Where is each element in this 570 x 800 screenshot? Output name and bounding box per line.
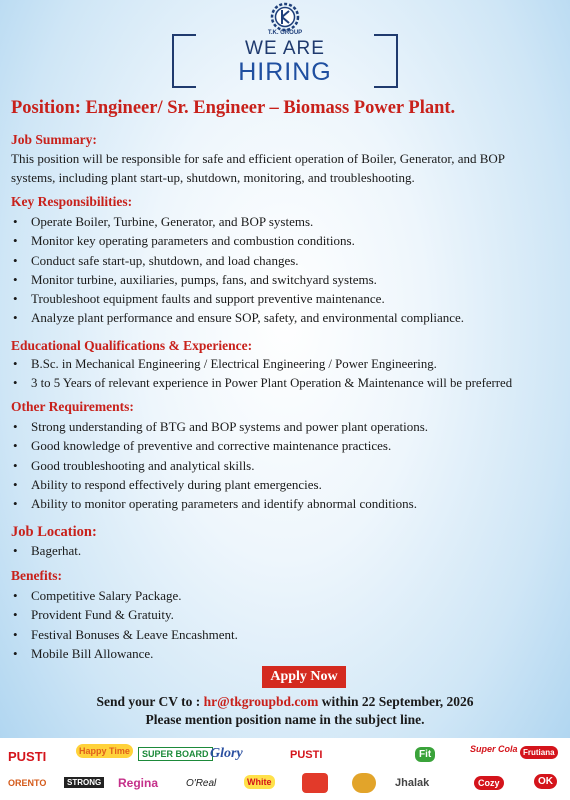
benefits-list <box>13 586 238 663</box>
responsibilities-heading: Key Responsibilities: <box>11 194 133 209</box>
hiring-text: HIRING <box>238 58 332 86</box>
brand-logo: STRONG <box>64 777 104 788</box>
education-heading: Educational Qualifications & Experience: <box>11 338 253 353</box>
send-suffix: within 22 September, 2026 <box>318 694 474 709</box>
list-item: • Provident Fund & Gratuity. <box>13 605 238 624</box>
education-list <box>13 355 512 394</box>
brand-logo: ORENTO <box>8 778 47 788</box>
position-title: Position: Engineer/ Sr. Engineer – Biomass Power Plant. <box>11 98 456 118</box>
brand-logo-graphic <box>302 773 328 793</box>
job-location-heading: Job Location: <box>11 524 97 540</box>
list-item: • Monitor turbine, auxiliaries, pumps, fans, and switchyard systems. <box>13 270 464 289</box>
list-item: • B.Sc. in Mechanical Engineering / Electrical Engineering / Power Engineering. <box>13 355 512 374</box>
list-item: • Ability to monitor operating parameters and identify abnormal conditions. <box>13 494 428 513</box>
benefits-heading: Benefits: <box>11 568 62 583</box>
job-summary-line-1: This position will be responsible for safe and efficient operation of Boiler, Generator, and BOP <box>11 151 506 166</box>
brand-logo: Cozy <box>474 776 504 790</box>
other-requirements-list <box>13 417 428 513</box>
send-cv-line <box>0 694 570 710</box>
list-item: • Mobile Bill Allowance. <box>13 644 238 663</box>
brand-logo: Happy Time <box>76 744 133 758</box>
job-summary-line-2: systems, including plant start-up, shutdown, monitoring, and troubleshooting. <box>11 170 415 185</box>
brand-logo: O'Real <box>186 778 217 789</box>
brand-logo: Jhalak <box>395 777 430 789</box>
we-are-text: WE ARE <box>245 38 325 59</box>
list-item: • Festival Bonuses & Leave Encashment. <box>13 625 238 644</box>
mention-note: Please mention position name in the subject line. <box>145 712 425 727</box>
list-item: • 3 to 5 Years of relevant experience in Power Plant Operation & Maintenance will be preferred <box>13 374 512 393</box>
hiring-banner <box>172 34 398 86</box>
send-prefix: Send your CV to : <box>96 694 204 709</box>
brand-logo: White <box>244 775 275 789</box>
responsibilities-list <box>13 212 464 328</box>
list-item: • Bagerhat. <box>13 541 81 560</box>
brand-logo: PUSTI <box>290 749 323 761</box>
list-item: • Ability to respond effectively during plant emergencies. <box>13 475 428 494</box>
list-item: • Conduct safe start-up, shutdown, and load changes. <box>13 251 464 270</box>
list-item: • Operate Boiler, Turbine, Generator, and BOP systems. <box>13 212 464 231</box>
brand-logo: PUSTI <box>8 749 47 764</box>
brand-logo: Frutiana <box>520 746 558 759</box>
list-item: • Monitor key operating parameters and combustion conditions. <box>13 231 464 250</box>
other-requirements-heading: Other Requirements: <box>11 399 134 414</box>
brand-logo-graphic <box>352 773 376 793</box>
list-item: • Troubleshoot equipment faults and support preventive maintenance. <box>13 289 464 308</box>
logo-text: T.K. GROUP <box>267 30 303 36</box>
brand-logo: Fit <box>415 747 435 762</box>
list-item: • Strong understanding of BTG and BOP systems and power plant operations. <box>13 417 428 436</box>
list-item: • Good troubleshooting and analytical skills. <box>13 456 428 475</box>
job-location-list <box>13 541 81 560</box>
list-item: • Competitive Salary Package. <box>13 586 238 605</box>
company-logo <box>262 2 308 36</box>
job-summary-heading: Job Summary: <box>11 132 97 147</box>
brand-logo: Super Cola <box>470 744 518 754</box>
apply-now-button[interactable]: Apply Now <box>262 666 346 688</box>
brand-strip <box>0 738 570 800</box>
list-item: • Analyze plant performance and ensure SOP, safety, and environmental compliance. <box>13 308 464 327</box>
brand-logo: Glory <box>210 746 243 761</box>
tk-gear-icon <box>270 2 300 32</box>
brand-logo: SUPER BOARD <box>138 747 213 761</box>
email-link[interactable]: hr@tkgroupbd.com <box>203 694 319 709</box>
list-item: • Good knowledge of preventive and corrective maintenance practices. <box>13 436 428 455</box>
brand-logo: OK <box>534 774 557 789</box>
brand-logo: Regina <box>118 776 159 790</box>
